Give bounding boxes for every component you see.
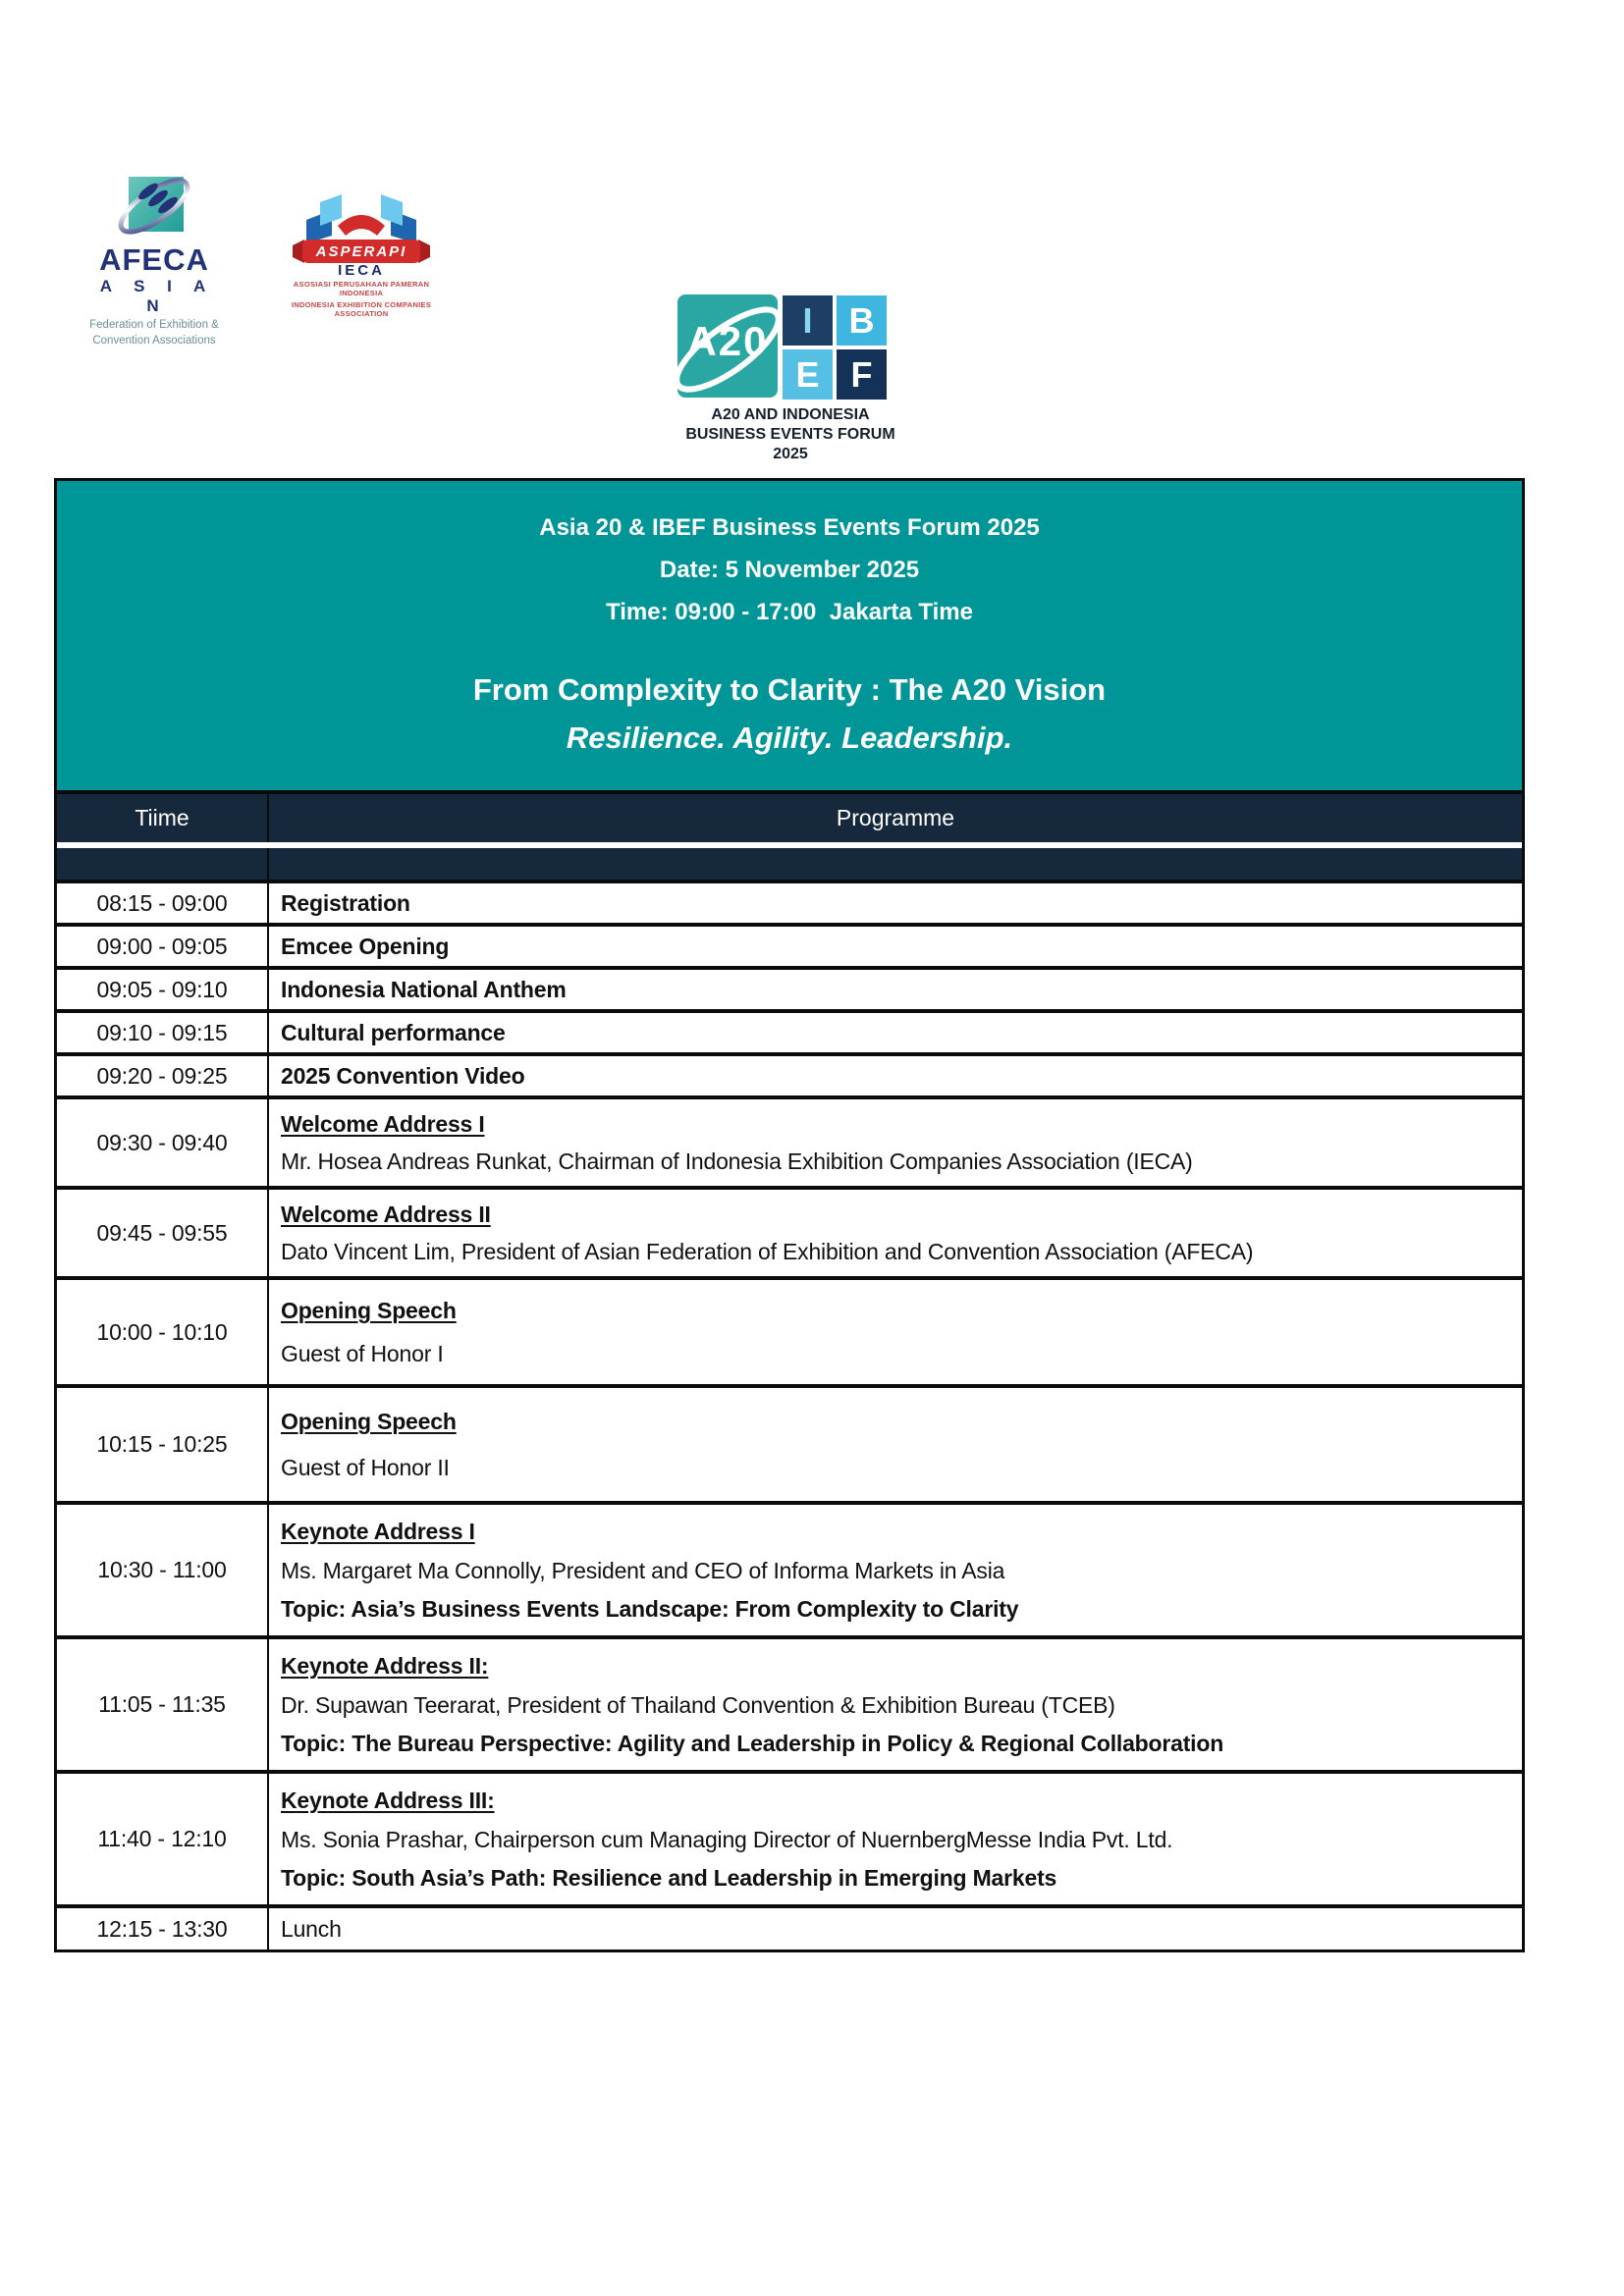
time-cell: 08:15 - 09:00	[57, 883, 269, 923]
table-row	[57, 880, 1522, 923]
programme-line: Welcome Address II	[281, 1201, 491, 1227]
table-row	[57, 1009, 1522, 1052]
programme-line: Mr. Hosea Andreas Runkat, Chairman of Indonesia Exhibition Companies Association (IECA)	[281, 1148, 1193, 1174]
time-cell: 09:20 - 09:25	[57, 1056, 269, 1095]
table-row	[57, 1501, 1522, 1635]
programme-cell	[269, 927, 1522, 966]
event-header	[57, 481, 1522, 790]
programme-line: Lunch	[281, 1916, 342, 1942]
programme-cell	[269, 1639, 1522, 1770]
afeca-desc-line1: Federation of Exhibition &	[89, 319, 219, 331]
programme-line: Opening Speech	[281, 1298, 457, 1323]
time-cell: 09:30 - 09:40	[57, 1099, 269, 1186]
programme-column-header: Programme	[836, 805, 955, 830]
programme-line: Keynote Address III:	[281, 1787, 495, 1813]
asperapi-emblem-icon	[285, 192, 438, 277]
table-row	[57, 1384, 1522, 1501]
programme-cell	[269, 1099, 1522, 1186]
programme-cell	[269, 1505, 1522, 1635]
time-cell: 10:30 - 11:00	[57, 1505, 269, 1635]
svg-text:ASPERAPI: ASPERAPI	[315, 243, 407, 260]
a20-square	[677, 294, 778, 398]
event-title: Asia 20 & IBEF Business Events Forum 2025	[539, 514, 1040, 541]
programme-line: Topic: South Asia’s Path: Resilience and Leadership in Emerging Markets	[281, 1865, 1057, 1892]
afeca-globe-icon	[115, 165, 193, 243]
ibef-letter-f: F	[837, 349, 887, 400]
programme-line: Ms. Margaret Ma Connolly, President and CEO of Informa Markets in Asia	[281, 1557, 1005, 1583]
programme-line: Guest of Honor I	[281, 1341, 444, 1366]
programme-cell	[269, 1280, 1522, 1384]
asperapi-desc-line2: INDONESIA EXHIBITION COMPANIES ASSOCIATION	[291, 300, 432, 318]
table-row	[57, 1095, 1522, 1186]
asperapi-desc-line1: ASOSIASI PERUSAHAAN PAMERAN INDONESIA	[293, 280, 430, 297]
programme-line: Topic: The Bureau Perspective: Agility and Leadership in Policy & Regional Collaboration	[281, 1731, 1224, 1757]
afeca-name: AFECA	[99, 242, 209, 277]
ibef-letter-b: B	[837, 295, 887, 346]
time-cell: 11:40 - 12:10	[57, 1774, 269, 1904]
event-date: Date: 5 November 2025	[659, 557, 920, 583]
empty-navy-row	[57, 848, 1522, 880]
time-cell: 12:15 - 13:30	[57, 1908, 269, 1949]
programme-line: Welcome Address I	[281, 1111, 485, 1137]
event-time: Time: 09:00 - 17:00 Jakarta Time	[606, 599, 973, 625]
programme-table	[54, 478, 1525, 1952]
programme-line: Opening Speech	[281, 1409, 457, 1434]
time-cell: 10:00 - 10:10	[57, 1280, 269, 1384]
a20-ibef-logo	[677, 294, 903, 464]
asperapi-logo	[283, 192, 440, 318]
table-row	[57, 1052, 1522, 1095]
table-rows	[57, 880, 1522, 1949]
afeca-logo	[81, 165, 228, 347]
afeca-desc-line2: Convention Associations	[92, 335, 216, 347]
programme-cell	[269, 1056, 1522, 1095]
time-cell: 09:00 - 09:05	[57, 927, 269, 966]
programme-line: Emcee Opening	[281, 934, 450, 959]
programme-cell	[269, 1774, 1522, 1904]
programme-line: Topic: Asia’s Business Events Landscape: From Complexity to Clarity	[281, 1596, 1019, 1623]
ibef-grid	[783, 295, 887, 400]
table-row	[57, 1276, 1522, 1384]
time-cell: 11:05 - 11:35	[57, 1639, 269, 1770]
table-row	[57, 966, 1522, 1009]
event-theme: From Complexity to Clarity : The A20 Vision	[472, 672, 1107, 707]
programme-line: Ms. Sonia Prashar, Chairperson cum Managing Director of NuernbergMesse India Pvt. Ltd.	[281, 1826, 1173, 1852]
programme-line: Keynote Address II:	[281, 1652, 489, 1679]
time-column-header: Tiime	[57, 794, 269, 842]
afeca-sub: A S I A N	[99, 277, 215, 315]
programme-line: Dr. Supawan Teerarat, President of Thailand Convention & Exhibition Bureau (TCEB)	[281, 1691, 1115, 1718]
programme-line: Cultural performance	[281, 1020, 506, 1045]
table-row	[57, 923, 1522, 966]
event-tagline: Resilience. Agility. Leadership.	[566, 721, 1013, 755]
programme-line: Guest of Honor II	[281, 1455, 450, 1480]
programme-line: Dato Vincent Lim, President of Asian Federation of Exhibition and Convention Association (AFECA)	[281, 1239, 1254, 1264]
ibef-caption-line1: A20 AND INDONESIA	[711, 406, 870, 423]
ibef-caption-line2: BUSINESS EVENTS FORUM 2025	[685, 426, 895, 462]
table-row	[57, 1770, 1522, 1904]
table-row	[57, 1635, 1522, 1770]
time-cell: 09:10 - 09:15	[57, 1013, 269, 1052]
time-cell: 09:05 - 09:10	[57, 970, 269, 1009]
table-column-header	[57, 790, 1522, 842]
table-row	[57, 1186, 1522, 1276]
time-cell: 10:15 - 10:25	[57, 1388, 269, 1501]
programme-line: 2025 Convention Video	[281, 1063, 525, 1089]
table-row	[57, 1904, 1522, 1949]
programme-line: Keynote Address I	[281, 1518, 475, 1544]
programme-cell	[269, 1013, 1522, 1052]
programme-cell	[269, 1388, 1522, 1501]
programme-cell	[269, 883, 1522, 923]
a20-logo-text: A20	[686, 318, 769, 364]
ibef-letter-e: E	[783, 349, 833, 400]
time-cell: 09:45 - 09:55	[57, 1190, 269, 1276]
programme-cell	[269, 970, 1522, 1009]
programme-line: Registration	[281, 890, 410, 916]
svg-text:IECA: IECA	[338, 262, 385, 277]
programme-line: Indonesia National Anthem	[281, 977, 567, 1002]
ibef-letter-i: I	[783, 295, 833, 346]
programme-cell	[269, 1908, 1522, 1949]
programme-cell	[269, 1190, 1522, 1276]
